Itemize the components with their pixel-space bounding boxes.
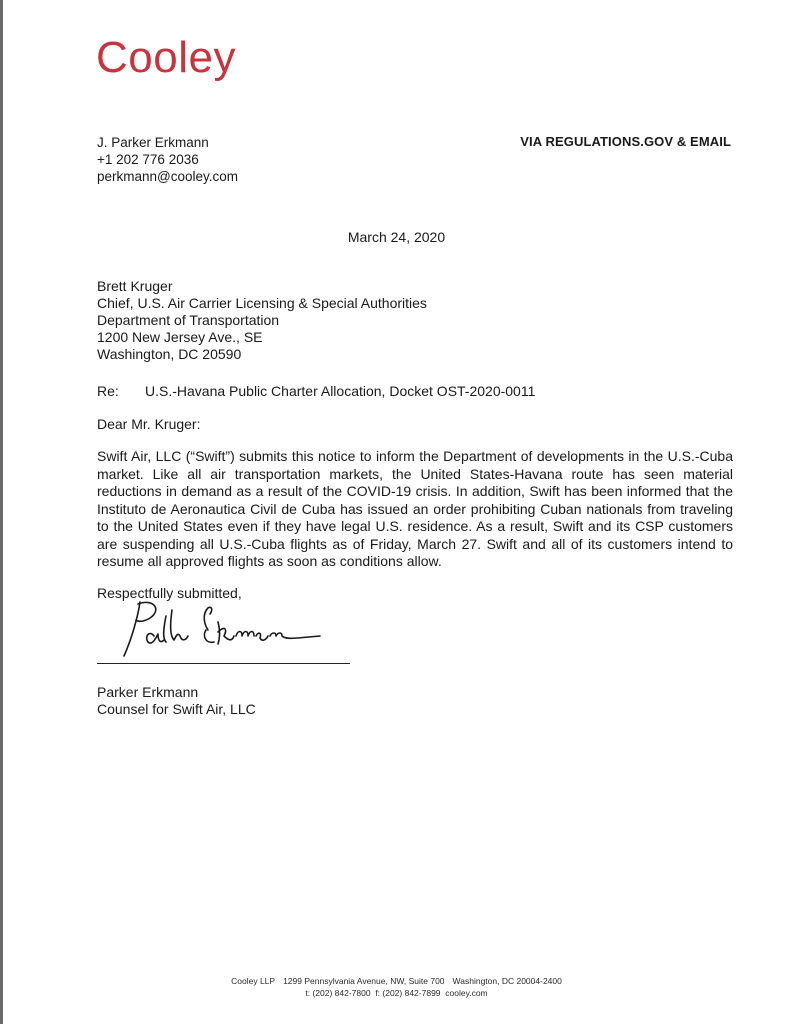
re-subject: U.S.-Havana Public Charter Allocation, Docket OST-2020-0011	[145, 383, 536, 399]
footer-city: Washington, DC 20004-2400	[452, 976, 562, 986]
re-label: Re:	[97, 383, 119, 399]
letter-footer	[0, 975, 793, 999]
footer-website: cooley.com	[445, 988, 488, 998]
signature-line	[97, 663, 350, 664]
addressee-block	[97, 278, 427, 363]
footer-address-line	[0, 975, 793, 987]
footer-fax: f: (202) 842-7899	[375, 988, 441, 998]
delivery-method: VIA REGULATIONS.GOV & EMAIL	[520, 134, 731, 149]
footer-contact-line	[0, 987, 793, 999]
addressee-city: Washington, DC 20590	[97, 346, 242, 362]
closing: Respectfully submitted,	[97, 585, 242, 601]
signer-block	[97, 684, 256, 718]
handwritten-signature	[110, 596, 340, 660]
footer-address: 1299 Pennsylvania Avenue, NW, Suite 700	[283, 976, 445, 986]
letter-date: March 24, 2020	[347, 229, 446, 245]
letter-body: Swift Air, LLC (“Swift”) submits this notice to inform the Department of developments in the U.S.-Cuba market. Like all air transportation markets, the United States-Havana route has seen material reductions in demand as a result of the COVID-19 crisis. In addition, Swift has been informed that the Instituto de Aeronautica Civil de Cuba has issued an order prohibiting Cuban nationals from traveling to the United States even if they have legal U.S. residence. As a result, Swift and its CSP customers are suspending all U.S.-Cuba flights as of Friday, March 27. Swift and all of its customers intend to resume all approved flights as soon as conditions allow.	[97, 448, 733, 569]
signer-title: Counsel for Swift Air, LLC	[97, 701, 256, 717]
sender-email: perkmann@cooley.com	[97, 169, 239, 184]
sender-phone: +1 202 776 2036	[97, 152, 199, 167]
page-edge	[0, 0, 3, 1024]
addressee-street: 1200 New Jersey Ave., SE	[97, 329, 263, 345]
signer-name: Parker Erkmann	[97, 684, 199, 700]
addressee-title: Chief, U.S. Air Carrier Licensing & Special Authorities	[97, 295, 427, 311]
sender-name: J. Parker Erkmann	[97, 135, 209, 150]
cooley-logo: Cooley	[96, 33, 236, 82]
re-line	[97, 383, 535, 399]
sender-block	[97, 134, 238, 185]
addressee-department: Department of Transportation	[97, 312, 280, 328]
salutation: Dear Mr. Kruger:	[97, 416, 201, 432]
addressee-name: Brett Kruger	[97, 278, 173, 294]
footer-telephone: t: (202) 842-7800	[305, 988, 371, 998]
footer-firm: Cooley LLP	[231, 976, 276, 986]
